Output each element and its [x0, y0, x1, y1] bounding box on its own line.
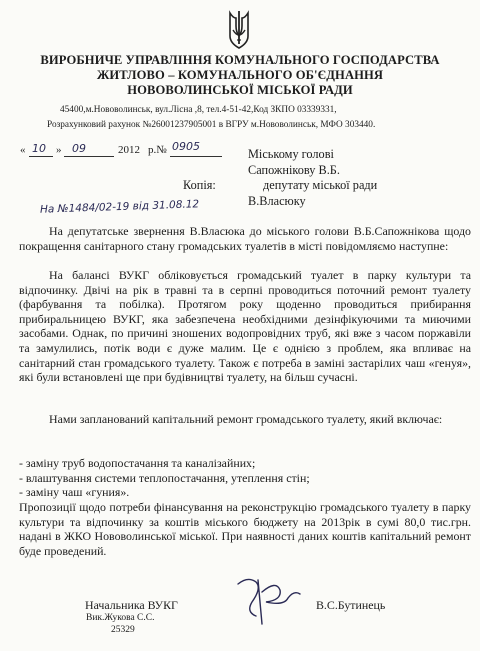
recipient-mayor-title: Міському голові: [248, 147, 334, 161]
ref-number: 0905: [172, 140, 200, 153]
list-item: - заміну труб водопостачання та каналізайних;: [19, 456, 256, 470]
paragraph-current-state: На балансі ВУКГ обліковується громадський туалет в парку культури та відпочинку. Двічі на рік в травні та в серпні проводиться поточний ремонт туалету (фарбування та побілка). Протягом року щоденно проводиться прибирання прибиральницею ВУКГ, яка забезпечена необхідними дезінфікуючими та миючими засобами. Однак, по причині зношених водопровідних труб, які вже з часом поржавіли та замулились, потік води є дуже малим. Це є однією з проблем, яка впливає на санітарний стан громадського туалету. Також є потреба в заміні застарілих чаш «генуя», які були встановлені ще при будівництві туалету, на більш сучасні.: [19, 268, 471, 385]
recipient-mayor-name: Сапожнікову В.Б.: [248, 163, 340, 177]
ref-number-prefix: р.№: [148, 144, 167, 156]
executor-name: Вик.Жукова С.С.: [86, 613, 155, 623]
executor-block: [86, 612, 154, 636]
list-item: - влаштування системи теплопостачання, утеплення стін;: [19, 470, 310, 485]
signatory-title: Начальника ВУКГ: [85, 598, 178, 612]
trident-emblem-icon: [228, 10, 250, 50]
ref-close-quote: »: [56, 144, 62, 156]
executor-phone: 25329: [111, 625, 135, 635]
paragraph-planned-repair: Нами запланований капітальний ремонт громадського туалету, який включає:: [49, 412, 443, 426]
org-name-line1: ВИРОБНИЧЕ УПРАВЛІННЯ КОМУНАЛЬНОГО ГОСПОДАРСТВА: [40, 53, 440, 67]
list-item: - заміну чаш «гуния».: [19, 485, 130, 500]
ref-day: 10: [32, 142, 46, 155]
paragraph-intro: На депутатське звернення В.Власюка до міського голови В.Б.Сапожнікова щодо покращення санітарного стану громадських туалетів в місті повідомляємо наступне:: [19, 224, 471, 253]
org-name-line3: НОВОВОЛИНСЬКОЇ МІСЬКОЇ РАДИ: [127, 83, 353, 97]
recipient-deputy-title: депутату міської ради: [263, 178, 378, 192]
ref-month: 09: [72, 142, 86, 155]
signatory-name: В.С.Бутинець: [316, 598, 386, 612]
paragraph-financing: Пропозиції щодо потреби фінансування на реконструкцію громадського туалету в парку культури та відпочинку за коштів міського бюджету на 2013рік в сумі 80,0 тис.грн. надані в ЖКО Нововолинської міської. При наявності даних коштів капітальний ремонт буде проведений.: [19, 500, 471, 558]
org-name-line2: ЖИТЛОВО – КОМУНАЛЬНОГО ОБ'ЄДНАННЯ: [96, 68, 384, 82]
ref-year: 2012: [118, 144, 140, 156]
outgoing-reference: [20, 142, 230, 162]
ref-open-quote: «: [20, 144, 26, 156]
recipient-deputy-name: В.Власюку: [248, 194, 306, 208]
repair-works-list: [19, 456, 459, 500]
org-address: 45400,м.Нововолинськ, вул.Лісна ,8, тел.4-51-42,Код ЗКПО 03339331,: [60, 105, 337, 115]
org-bank-account: Розрахунковий рахунок №26001237905001 в ВГРУ м.Нововолинськ, МФО 303440.: [47, 120, 376, 130]
copy-label: Копія:: [183, 178, 216, 192]
handwritten-incoming-reference: На №1484/02-19 від 31.08.12: [39, 198, 200, 216]
handwritten-signature: [218, 572, 308, 632]
